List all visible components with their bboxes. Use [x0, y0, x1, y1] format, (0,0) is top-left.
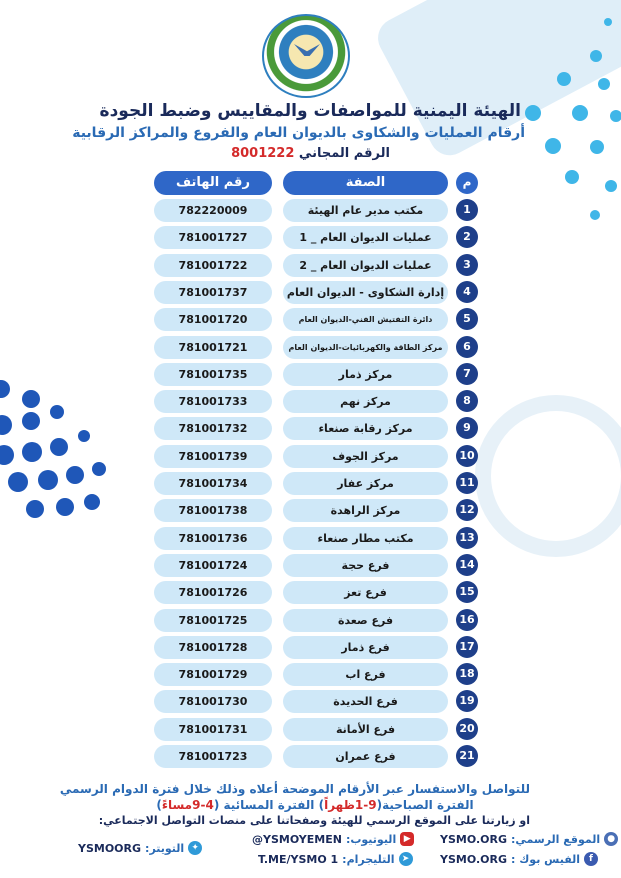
contact-note: للتواصل والاستفسار عبر الأرقام الموضحة أعلاه وذلك خلال فترة الدوام الرسمي — [59, 782, 530, 796]
sifa-cell: عمليات الديوان العام _ 1 — [283, 226, 448, 249]
sifa-cell: فرع حجة — [283, 554, 448, 577]
phone-cell: 781001735 — [154, 363, 272, 386]
website-value: YSMO.ORG — [440, 832, 507, 846]
page-subtitle: أرقام العمليات والشكاوى بالديوان العام والفروع والمراكز الرقابية — [72, 125, 525, 141]
phone-cell: 781001725 — [154, 609, 272, 632]
youtube-value: @YSMOYEMEN — [252, 832, 342, 846]
phone-cell: 781001737 — [154, 281, 272, 304]
table-row — [0, 635, 621, 660]
phone-cell: 781001739 — [154, 445, 272, 468]
row-number: 6 — [456, 336, 478, 358]
sifa-cell: فرع الحديدة — [283, 690, 448, 713]
row-number: 1 — [456, 199, 478, 221]
row-number: 5 — [456, 308, 478, 330]
hours-text-e: ) — [156, 798, 162, 812]
sifa-cell: مركز رقابة صنعاء — [283, 417, 448, 440]
twitter-icon: ✦ — [188, 841, 202, 855]
column-header-phone: رقم الهاتف — [154, 171, 272, 195]
row-number: 11 — [456, 472, 478, 494]
phone-cell: 781001726 — [154, 581, 272, 604]
decorative-dot — [610, 110, 621, 122]
phone-cell: 781001729 — [154, 663, 272, 686]
sifa-cell: فرع ذمار — [283, 636, 448, 659]
table-row — [0, 307, 621, 332]
sifa-cell: فرع اب — [283, 663, 448, 686]
website-link[interactable] — [440, 831, 618, 847]
globe-icon: ● — [604, 832, 618, 846]
facebook-link[interactable] — [440, 851, 598, 867]
working-hours — [100, 798, 530, 812]
column-header-num: م — [456, 172, 478, 194]
phone-cell: 781001734 — [154, 472, 272, 495]
twitter-label: التويتر: — [145, 841, 185, 855]
sifa-cell: مركز عفار — [283, 472, 448, 495]
row-number: 13 — [456, 527, 478, 549]
free-number: 8001222 — [231, 146, 295, 161]
table-row — [0, 744, 621, 769]
row-number: 16 — [456, 609, 478, 631]
table-row — [0, 362, 621, 387]
free-number-label: الرقم المجاني — [298, 146, 390, 161]
phone-cell: 781001722 — [154, 254, 272, 277]
table-row — [0, 416, 621, 441]
decorative-dot — [590, 140, 604, 154]
twitter-value: YSMOORG — [78, 841, 142, 855]
decorative-dot — [604, 18, 612, 26]
phone-cell: 781001732 — [154, 417, 272, 440]
twitter-link[interactable] — [78, 840, 202, 856]
youtube-icon: ▶ — [400, 832, 414, 846]
facebook-label: الفيس بوك : — [510, 852, 581, 866]
youtube-link[interactable] — [252, 831, 414, 847]
row-number: 17 — [456, 636, 478, 658]
table-row — [0, 608, 621, 633]
phone-cell: 781001733 — [154, 390, 272, 413]
visit-note: او زيارتنا على الموقع الرسمي للهيئة وصفحاتنا على منصات التواصل الاجتماعي: — [98, 814, 530, 827]
sifa-cell: فرع الأمانة — [283, 718, 448, 741]
phone-cell: 781001731 — [154, 718, 272, 741]
decorative-dot — [572, 105, 588, 121]
row-number: 12 — [456, 499, 478, 521]
hours-text-a: الفترة الصباحية( — [376, 798, 474, 812]
ysmo-logo — [262, 14, 350, 98]
row-number: 21 — [456, 745, 478, 767]
row-number: 19 — [456, 690, 478, 712]
row-number: 8 — [456, 390, 478, 412]
row-number: 4 — [456, 281, 478, 303]
table-row — [0, 280, 621, 305]
free-number-line — [200, 146, 421, 161]
phone-cell: 781001727 — [154, 226, 272, 249]
evening-hours: 4-9مساءً — [161, 798, 214, 812]
eagle-icon — [294, 44, 320, 56]
decorative-dot — [598, 78, 610, 90]
sifa-cell: مكتب مطار صنعاء — [283, 527, 448, 550]
decorative-dot — [590, 50, 602, 62]
row-number: 10 — [456, 445, 478, 467]
table-row — [0, 662, 621, 687]
row-number: 14 — [456, 554, 478, 576]
row-number: 20 — [456, 718, 478, 740]
sifa-cell: فرع تعز — [283, 581, 448, 604]
table-row — [0, 498, 621, 523]
telegram-icon: ➤ — [399, 852, 413, 866]
row-number: 3 — [456, 254, 478, 276]
row-number: 18 — [456, 663, 478, 685]
table-row — [0, 198, 621, 223]
row-number: 7 — [456, 363, 478, 385]
column-header-sifa: الصفة — [283, 171, 448, 195]
page-title: الهيئة اليمنية للمواصفات والمقاييس وضبط الجودة — [99, 101, 521, 121]
facebook-value: YSMO.ORG — [440, 852, 507, 866]
telegram-label: التليجرام: — [342, 852, 395, 866]
table-row — [0, 580, 621, 605]
phone-cell: 781001736 — [154, 527, 272, 550]
sifa-cell: دائرة التفتيش الفني-الديوان العام — [283, 308, 448, 331]
table-row — [0, 335, 621, 360]
morning-hours: 9-1ظهراً — [324, 798, 377, 812]
table-row — [0, 253, 621, 278]
sifa-cell: فرع صعدة — [283, 609, 448, 632]
telegram-link[interactable] — [258, 851, 413, 867]
sifa-cell: مركز ذمار — [283, 363, 448, 386]
phone-cell: 781001723 — [154, 745, 272, 768]
sifa-cell: مركز الراهدة — [283, 499, 448, 522]
table-row — [0, 444, 621, 469]
decorative-dot — [545, 138, 561, 154]
sifa-cell: مركز نهم — [283, 390, 448, 413]
telegram-value: T.ME/YSMO 1 — [258, 852, 339, 866]
phone-cell: 782220009 — [154, 199, 272, 222]
phone-cell: 781001738 — [154, 499, 272, 522]
table-row — [0, 553, 621, 578]
phone-cell: 781001724 — [154, 554, 272, 577]
table-row — [0, 717, 621, 742]
table-row — [0, 471, 621, 496]
decorative-dot — [557, 72, 571, 86]
sifa-cell: مركز الطاقة والكهربائيات-الديوان العام — [283, 336, 448, 359]
table-row — [0, 225, 621, 250]
decorative-dot — [525, 105, 541, 121]
row-number: 15 — [456, 581, 478, 603]
sifa-cell: مكتب مدير عام الهيئة — [283, 199, 448, 222]
hours-text-c: ) الفترة المسائية ( — [213, 798, 325, 812]
table-row — [0, 526, 621, 551]
phone-cell: 781001721 — [154, 336, 272, 359]
table-row — [0, 689, 621, 714]
row-number: 9 — [456, 417, 478, 439]
phone-cell: 781001728 — [154, 636, 272, 659]
youtube-label: اليوتيوب: — [345, 832, 397, 846]
decorative-dot — [565, 170, 579, 184]
decorative-dot — [605, 180, 617, 192]
table-row — [0, 389, 621, 414]
facebook-icon: f — [584, 852, 598, 866]
sifa-cell: عمليات الديوان العام _ 2 — [283, 254, 448, 277]
sifa-cell: إدارة الشكاوى - الديوان العام — [283, 281, 448, 304]
sifa-cell: فرع عمران — [283, 745, 448, 768]
sifa-cell: مركز الجوف — [283, 445, 448, 468]
phone-cell: 781001730 — [154, 690, 272, 713]
website-label: الموقع الرسمي: — [510, 832, 601, 846]
row-number: 2 — [456, 226, 478, 248]
phone-cell: 781001720 — [154, 308, 272, 331]
